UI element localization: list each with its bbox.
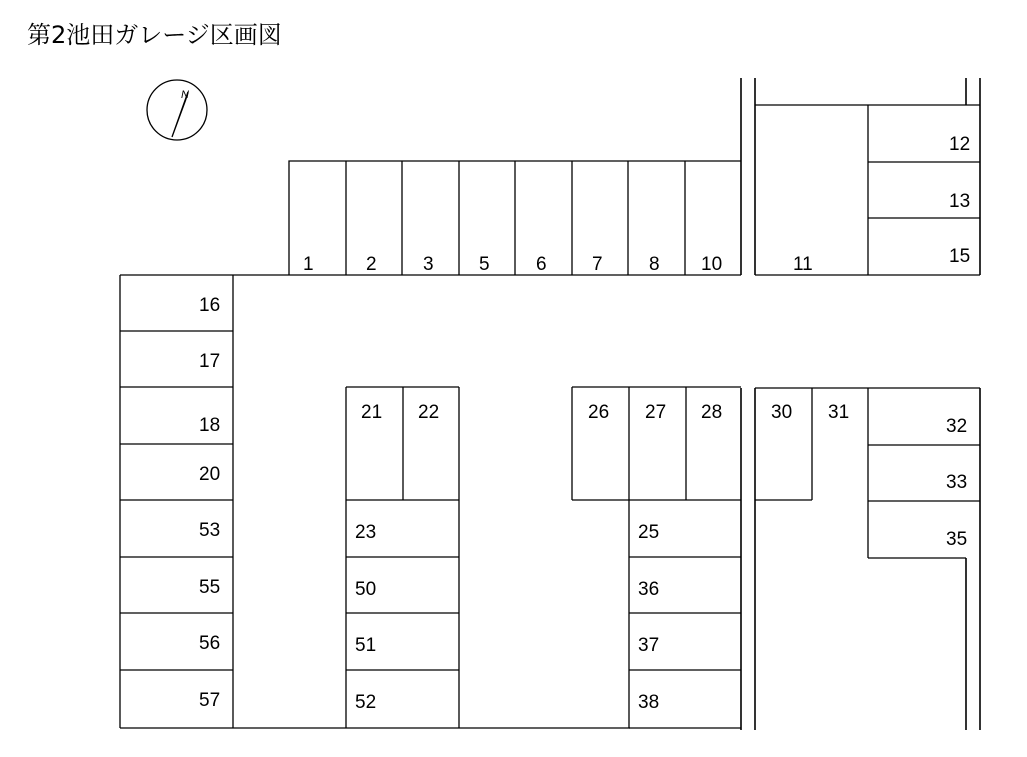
slot-label-13: 13 <box>949 191 971 212</box>
slot-label-8: 8 <box>649 254 660 275</box>
slot-label-12: 12 <box>949 134 971 155</box>
slot-label-1: 1 <box>303 254 314 275</box>
slot-label-17: 17 <box>199 351 221 372</box>
left-column-garages <box>120 275 630 728</box>
slot-label-6: 6 <box>536 254 547 275</box>
slot-label-16: 16 <box>199 295 221 316</box>
slot-label-28: 28 <box>701 402 723 423</box>
compass-north-label: N <box>181 89 189 101</box>
slot-label-10: 10 <box>701 254 723 275</box>
slot-label-20: 20 <box>199 464 221 485</box>
slot-label-25: 25 <box>638 522 660 543</box>
slot-label-38: 38 <box>638 692 660 713</box>
slot-label-36: 36 <box>638 579 660 600</box>
slot-label-50: 50 <box>355 579 377 600</box>
slot-label-21: 21 <box>361 402 383 423</box>
slot-label-57: 57 <box>199 690 221 711</box>
slot-label-35: 35 <box>946 529 968 550</box>
slot-label-2: 2 <box>366 254 377 275</box>
slot-label-7: 7 <box>592 254 603 275</box>
slot-label-55: 55 <box>199 577 221 598</box>
slot-label-37: 37 <box>638 635 660 656</box>
slot-label-51: 51 <box>355 635 377 656</box>
slot-label-18: 18 <box>199 415 221 436</box>
slot-label-27: 27 <box>645 402 667 423</box>
slot-label-15: 15 <box>949 246 971 267</box>
middle-left-garages <box>346 387 459 728</box>
slot-label-33: 33 <box>946 472 968 493</box>
slot-label-22: 22 <box>418 402 440 423</box>
slot-label-23: 23 <box>355 522 377 543</box>
slot-label-52: 52 <box>355 692 377 713</box>
top-right-garages <box>755 105 980 275</box>
slot-label-53: 53 <box>199 520 221 541</box>
slot-label-11: 11 <box>793 254 813 275</box>
slot-label-31: 31 <box>828 402 850 423</box>
slot-label-32: 32 <box>946 416 968 437</box>
slot-label-5: 5 <box>479 254 490 275</box>
slot-label-56: 56 <box>199 633 221 654</box>
slot-label-3: 3 <box>423 254 434 275</box>
page-title: 第2池田ガレージ区画図 <box>27 21 282 49</box>
middle-right-garages <box>572 387 741 728</box>
slot-label-30: 30 <box>771 402 793 423</box>
north-compass-icon <box>147 80 207 140</box>
slot-label-26: 26 <box>588 402 610 423</box>
